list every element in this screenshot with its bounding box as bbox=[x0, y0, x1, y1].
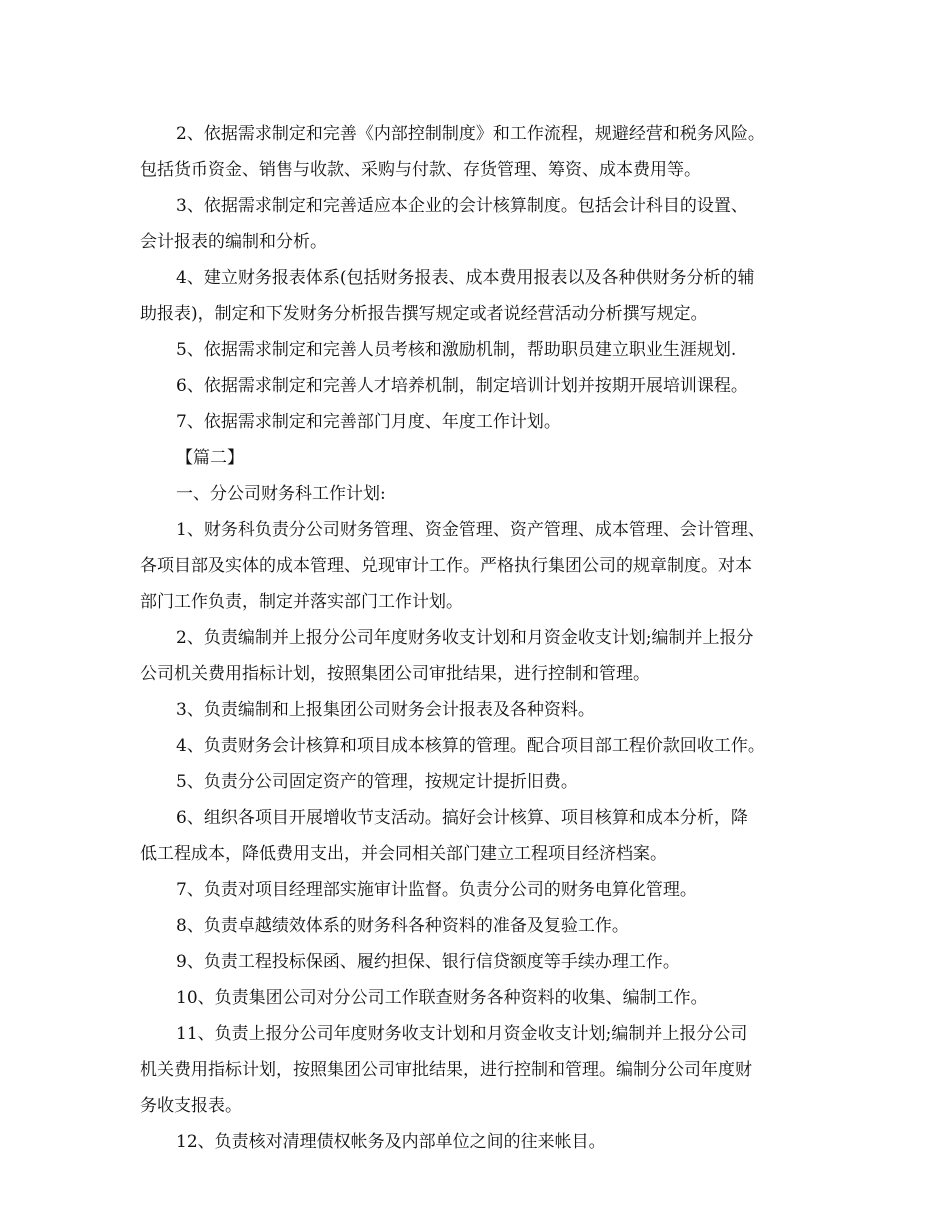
paragraph bbox=[140, 260, 828, 332]
text-line: 助报表)，制定和下发财务分析报告撰写规定或者说经营活动分析撰写规定。 bbox=[140, 304, 708, 324]
paragraph bbox=[140, 620, 828, 692]
paragraph bbox=[140, 332, 828, 368]
text-line: 5、依据需求制定和完善人员考核和激励机制，帮助职员建立职业生涯规划. bbox=[176, 340, 737, 360]
text-line: 一、分公司财务科工作计划: bbox=[176, 484, 386, 504]
text-line: 【篇二】 bbox=[176, 448, 244, 468]
subsection-heading bbox=[140, 476, 828, 512]
text-line: 6、依据需求制定和完善人才培养机制，制定培训计划并按期开展培训课程。 bbox=[176, 376, 748, 396]
text-line: 包括货币资金、销售与收款、采购与付款、存货管理、筹资、成本费用等。 bbox=[140, 160, 701, 180]
text-line: 11、负责上报分公司年度财务收支计划和月资金收支计划;编制并上报分公司 bbox=[176, 1024, 748, 1044]
text-line: 5、负责分公司固定资产的管理，按规定计提折旧费。 bbox=[176, 772, 578, 792]
paragraph bbox=[140, 188, 828, 260]
paragraph bbox=[140, 512, 828, 620]
text-line: 10、负责集团公司对分公司工作联查财务各种资料的收集、编制工作。 bbox=[176, 988, 708, 1008]
paragraph bbox=[140, 692, 828, 728]
text-line: 2、负责编制并上报分公司年度财务收支计划和月资金收支计划;编制并上报分 bbox=[176, 628, 754, 648]
paragraph bbox=[140, 1016, 828, 1124]
paragraph bbox=[140, 944, 828, 980]
text-line: 会计报表的编制和分析。 bbox=[140, 232, 327, 252]
text-line: 4、建立财务报表体系(包括财务报表、成本费用报表以及各种供财务分析的辅 bbox=[176, 268, 755, 288]
document-page bbox=[140, 116, 828, 1160]
text-line: 2、依据需求制定和完善《内部控制制度》和工作流程，规避经营和税务风险。 bbox=[176, 124, 765, 144]
text-line: 务收支报表。 bbox=[140, 1096, 242, 1116]
text-line: 部门工作负责，制定并落实部门工作计划。 bbox=[140, 592, 463, 612]
text-line: 9、负责工程投标保函、履约担保、银行信贷额度等手续办理工作。 bbox=[176, 952, 680, 972]
text-line: 3、负责编制和上报集团公司财务会计报表及各种资料。 bbox=[176, 700, 595, 720]
text-line: 8、负责卓越绩效体系的财务科各种资料的准备及复验工作。 bbox=[176, 916, 629, 936]
text-line: 3、依据需求制定和完善适应本企业的会计核算制度。包括会计科目的设置、 bbox=[176, 196, 748, 216]
paragraph bbox=[140, 116, 828, 188]
text-line: 7、依据需求制定和完善部门月度、年度工作计划。 bbox=[176, 412, 561, 432]
text-line: 4、负责财务会计核算和项目成本核算的管理。配合项目部工程价款回收工作。 bbox=[176, 736, 765, 756]
paragraph bbox=[140, 404, 828, 440]
text-line: 7、负责对项目经理部实施审计监督。负责分公司的财务电算化管理。 bbox=[176, 880, 697, 900]
text-line: 低工程成本，降低费用支出，并会同相关部门建立工程项目经济档案。 bbox=[140, 844, 667, 864]
text-line: 1、财务科负责分公司财务管理、资金管理、资产管理、成本管理、会计管理、 bbox=[176, 520, 765, 540]
text-line: 公司机关费用指标计划，按照集团公司审批结果，进行控制和管理。 bbox=[140, 664, 650, 684]
paragraph bbox=[140, 764, 828, 800]
text-line: 机关费用指标计划，按照集团公司审批结果，进行控制和管理。编制分公司年度财 bbox=[140, 1060, 752, 1080]
paragraph bbox=[140, 728, 828, 764]
paragraph bbox=[140, 908, 828, 944]
paragraph bbox=[140, 872, 828, 908]
text-line: 12、负责核对清理债权帐务及内部单位之间的往来帐目。 bbox=[176, 1132, 606, 1152]
text-line: 各项目部及实体的成本管理、兑现审计工作。严格执行集团公司的规章制度。对本 bbox=[140, 556, 752, 576]
text-line: 6、组织各项目开展增收节支活动。搞好会计核算、项目核算和成本分析，降 bbox=[176, 808, 748, 828]
section-heading bbox=[140, 440, 828, 476]
paragraph bbox=[140, 1124, 828, 1160]
paragraph bbox=[140, 368, 828, 404]
paragraph bbox=[140, 800, 828, 872]
paragraph bbox=[140, 980, 828, 1016]
